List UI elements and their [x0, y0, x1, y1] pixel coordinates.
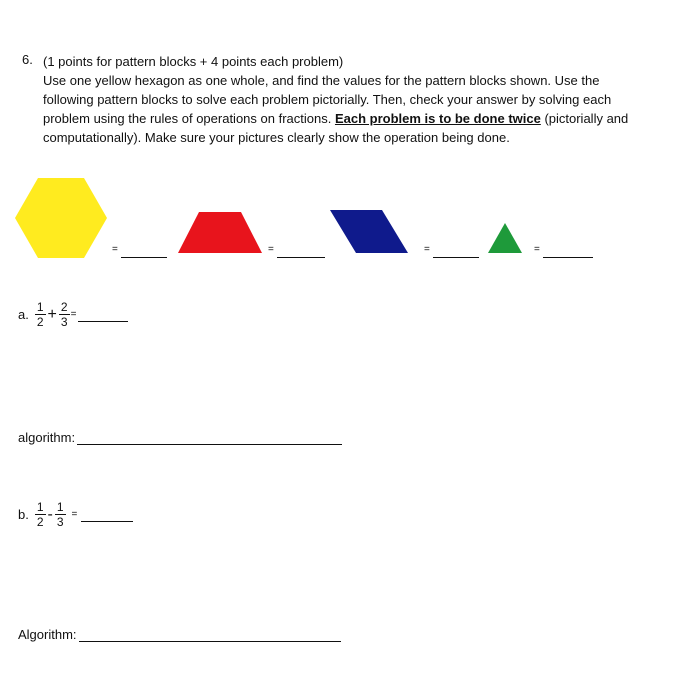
problem-b-label: b. — [18, 507, 29, 522]
question-instruction-line-1: Use one yellow hexagon as one whole, and find the values for the pattern blocks shown. Use the — [43, 73, 600, 88]
problem-b-fraction-2 — [55, 500, 66, 529]
question-points-line: (1 points for pattern blocks + 4 points each problem) — [43, 54, 344, 69]
question-instruction-line-2: following pattern blocks to solve each problem pictorially. Then, check your answer by solving each — [43, 92, 612, 107]
fraction-denominator: 2 — [36, 515, 44, 529]
blue-rhombus-block — [330, 210, 408, 253]
problem-b-fraction-1 — [35, 500, 46, 529]
instruction-emphasis: Each problem is to be done twice — [334, 111, 541, 126]
hexagon-equals-sign: = — [112, 244, 118, 255]
fraction-denominator: 2 — [36, 315, 44, 329]
problem-a-fraction-1 — [35, 300, 46, 329]
rhombus-equals-sign: = — [424, 244, 430, 255]
problem-b-equals-sign: = — [71, 509, 78, 520]
rhombus-answer-blank[interactable] — [433, 244, 479, 258]
red-trapezoid-block — [178, 212, 262, 253]
problem-a-label: a. — [18, 307, 29, 322]
trapezoid-answer-blank[interactable] — [277, 244, 325, 258]
problem-b — [18, 500, 133, 529]
minus-operator: - — [47, 505, 53, 523]
yellow-hexagon-block — [15, 178, 107, 258]
hexagon-answer-blank[interactable] — [121, 244, 167, 258]
problem-a-equals-sign: = — [70, 309, 77, 320]
triangle-answer-blank[interactable] — [543, 244, 593, 258]
problem-a — [18, 300, 128, 329]
triangle-equals-sign: = — [534, 244, 540, 255]
question-number: 6. — [22, 52, 33, 67]
fraction-numerator: 2 — [60, 300, 68, 314]
trapezoid-equals-sign: = — [268, 244, 274, 255]
plus-operator: + — [47, 305, 57, 323]
fraction-numerator: 1 — [36, 300, 44, 314]
algorithm-b-label: Algorithm: — [18, 627, 77, 642]
algorithm-a-blank[interactable] — [77, 430, 342, 445]
fraction-denominator: 3 — [56, 515, 64, 529]
fraction-denominator: 3 — [60, 315, 68, 329]
algorithm-a-row — [18, 430, 342, 445]
algorithm-a-label: algorithm: — [18, 430, 76, 445]
instruction-text-before: problem using the rules of operations on fractions. — [43, 111, 335, 126]
algorithm-b-blank[interactable] — [79, 627, 341, 642]
algorithm-b-row — [18, 627, 341, 642]
question-instruction-line-4: computationally). Make sure your pictures clearly show the operation being done. — [43, 130, 510, 145]
green-triangle-block — [488, 223, 522, 253]
problem-a-fraction-2 — [59, 300, 70, 329]
fraction-numerator: 1 — [36, 500, 44, 514]
fraction-numerator: 1 — [56, 500, 64, 514]
problem-a-answer-blank[interactable] — [78, 307, 128, 322]
question-instruction-line-3 — [43, 109, 628, 128]
problem-b-answer-blank[interactable] — [81, 507, 133, 522]
instruction-text-after: (pictorially and — [540, 111, 629, 126]
